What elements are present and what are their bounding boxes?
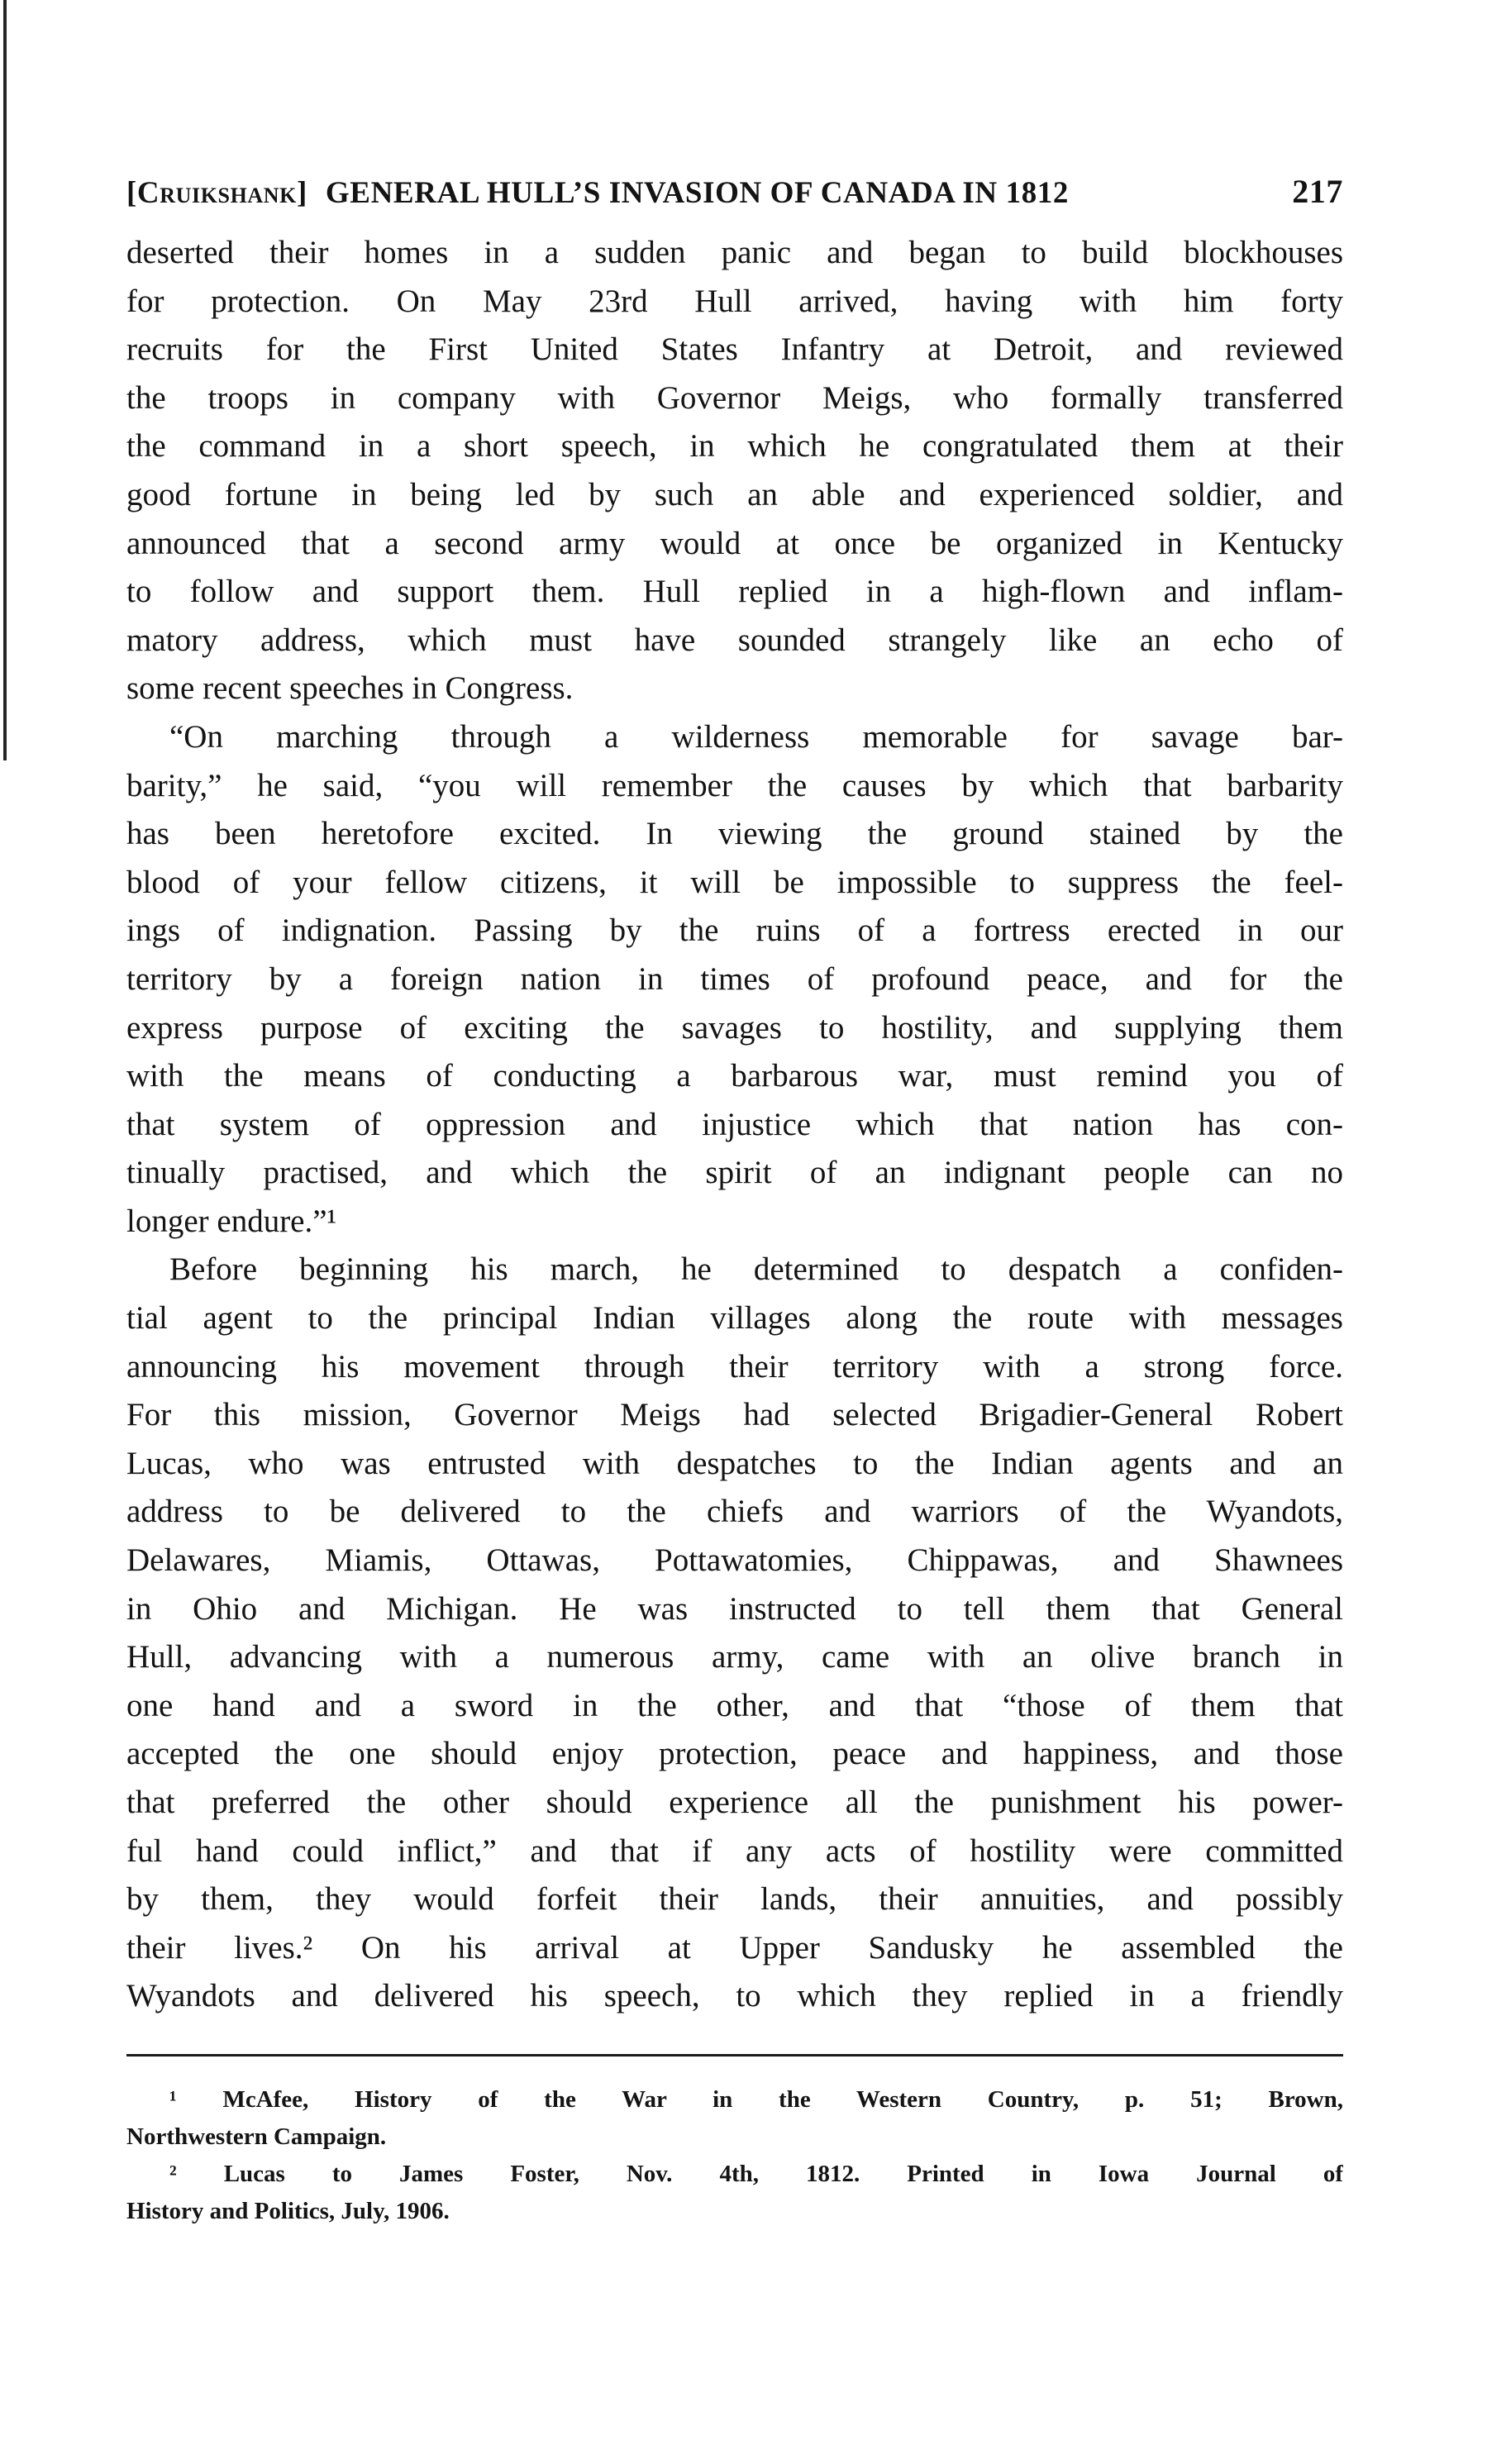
running-head-author: [Cruikshank]: [126, 176, 307, 210]
text-line: for protection. On May 23rd Hull arrived, having with him forty: [126, 283, 1343, 319]
text-line: some recent speeches in Congress.: [126, 670, 574, 707]
book-page: [126, 172, 1343, 2230]
text-line: express purpose of exciting the savages to hostility, and supplying them: [126, 1009, 1343, 1046]
text-line: that preferred the other should experience all the punishment his power-: [126, 1785, 1343, 1820]
footnote-line: Northwestern Campaign.: [126, 2123, 387, 2150]
paragraph: [126, 1246, 1343, 2021]
text-line: that system of oppression and injustice which that nation has con-: [126, 1106, 1343, 1142]
text-line: tial agent to the principal Indian villages along the route with messages: [126, 1300, 1343, 1337]
text-line: For this mission, Governor Meigs had selected Brigadier-General Robert: [126, 1397, 1343, 1433]
text-line: address to be delivered to the chiefs and warriors of the Wyandots,: [126, 1494, 1343, 1530]
text-line: territory by a foreign nation in times of profound peace, and for the: [126, 960, 1343, 997]
footnotes: [126, 2081, 1343, 2230]
text-line: Delawares, Miamis, Ottawas, Pottawatomies, Chippawas, and Shawnees: [126, 1542, 1343, 1579]
page-number: 217: [1292, 173, 1343, 210]
text-line: their lives.² On his arrival at Upper Sandusky he assembled the: [126, 1929, 1343, 1966]
text-line: one hand and a sword in the other, and that “those of them that: [126, 1687, 1343, 1723]
text-line: longer endure.”¹: [126, 1203, 337, 1239]
footnote-line: History and Politics, July, 1906.: [126, 2197, 450, 2224]
text-line: has been heretofore excited. In viewing the ground stained by the: [126, 816, 1343, 852]
text-line: to follow and support them. Hull replied in a high-flown and inflam-: [126, 574, 1343, 610]
binding-edge: [3, 0, 15, 760]
text-line: Hull, advancing with a numerous army, came with an olive branch in: [126, 1639, 1343, 1675]
text-line: recruits for the First United States Infantry at Detroit, and reviewed: [126, 331, 1343, 368]
text-line: deserted their homes in a sudden panic and began to build blockhouses: [126, 235, 1343, 270]
footnote-line: ¹ McAfee, History of the War in the Western Country, p. 51; Brown,: [169, 2085, 1343, 2113]
text-line: announcing his movement through their territory with a strong force.: [126, 1348, 1343, 1385]
text-line: blood of your fellow citizens, it will be impossible to suppress the feel-: [126, 864, 1343, 900]
text-line: with the means of conducting a barbarous war, must remind you of: [126, 1058, 1343, 1094]
text-line: “On marching through a wilderness memorable for savage bar-: [169, 718, 1343, 755]
text-line: good fortune in being led by such an able and experienced soldier, and: [126, 476, 1343, 512]
text-line: barity,” he said, “you will remember the causes by which that barbarity: [126, 767, 1343, 803]
text-line: matory address, which must have sounded strangely like an echo of: [126, 622, 1343, 658]
text-line: tinually practised, and which the spirit of an indignant people can no: [126, 1155, 1343, 1191]
running-head: [126, 172, 1343, 211]
paragraph: [126, 713, 1343, 1246]
text-line: the troops in company with Governor Meigs, who formally transferred: [126, 379, 1343, 416]
text-line: ful hand could inflict,” and that if any acts of hostility were committed: [126, 1833, 1343, 1869]
text-line: Lucas, who was entrusted with despatches to the Indian agents and an: [126, 1445, 1343, 1481]
text-line: Wyandots and delivered his speech, to which they replied in a friendly: [126, 1978, 1343, 2014]
text-line: by them, they would forfeit their lands, their annuities, and possibly: [126, 1881, 1343, 1918]
footnote: [126, 2156, 1343, 2230]
footnote: [126, 2081, 1343, 2156]
text-line: the command in a short speech, in which he congratulated them at their: [126, 428, 1343, 465]
text-line: announced that a second army would at once be organized in Kentucky: [126, 525, 1343, 561]
running-head-title: GENERAL HULL’S INVASION OF CANADA IN 1812: [325, 176, 1069, 210]
body-text: [126, 229, 1343, 2021]
text-line: ings of indignation. Passing by the ruins of a fortress erected in our: [126, 913, 1343, 949]
footnote-divider: [126, 2054, 1343, 2057]
text-line: accepted the one should enjoy protection, peace and happiness, and those: [126, 1736, 1343, 1772]
footnote-line: ² Lucas to James Foster, Nov. 4th, 1812. Printed in Iowa Journal of: [169, 2160, 1343, 2187]
paragraph: [126, 229, 1343, 713]
text-line: in Ohio and Michigan. He was instructed to tell them that General: [126, 1590, 1343, 1627]
text-line: Before beginning his march, he determined to despatch a confiden-: [169, 1251, 1343, 1288]
